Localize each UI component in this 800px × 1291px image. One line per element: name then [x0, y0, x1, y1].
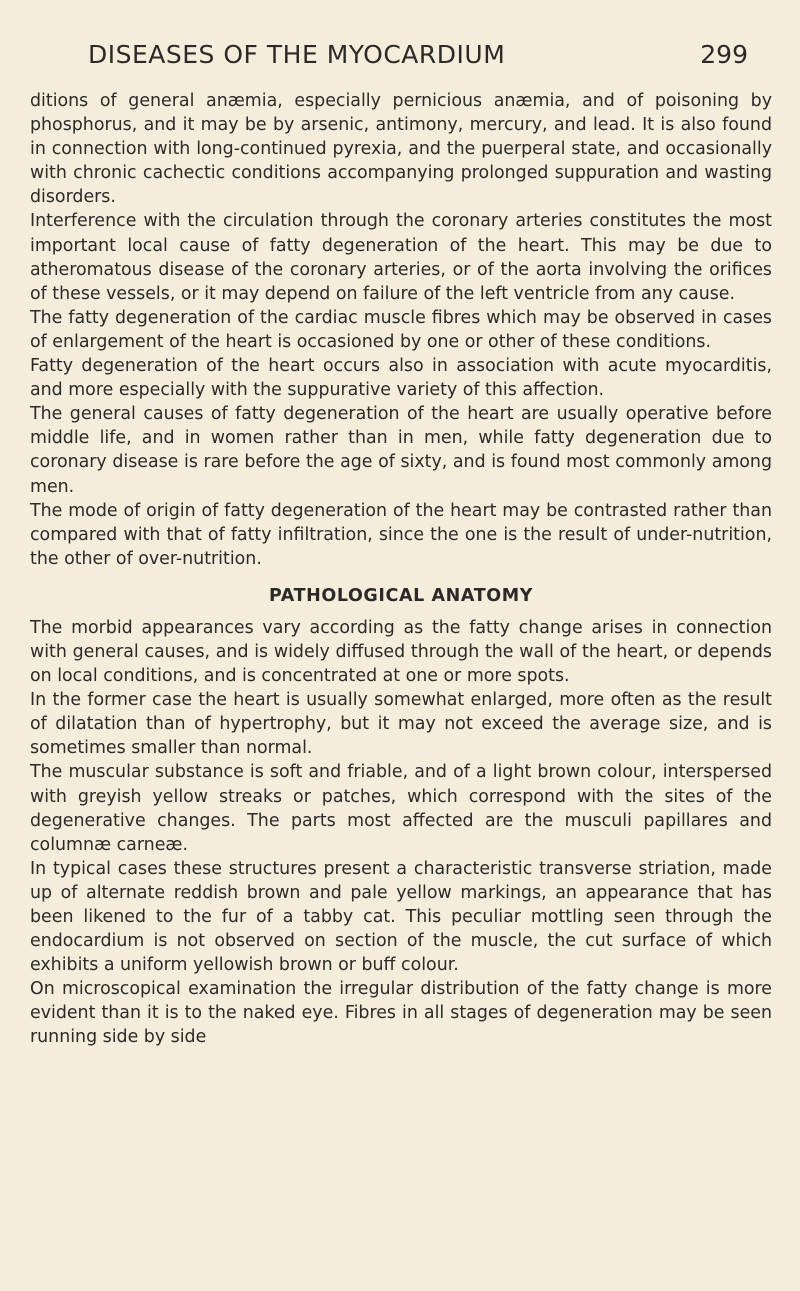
running-head: [88, 40, 748, 80]
paragraph: In typical cases these structures present a characteristic transverse striation, made up of alternate reddish brown and pale yellow markings, an appearance that has been likened to the fur of a tabby cat. This peculiar mottling seen through the endocardium is not observed on section of the muscle, the cut surface of which exhibits a uniform yellowish brown or buff colour.: [30, 858, 772, 976]
paragraph: The general causes of fatty degeneration of the heart are usually operative before middle life, and in women rather than in men, while fatty degeneration due to coronary disease is rare before the age of sixty, and is found most commonly among men.: [30, 404, 772, 497]
paragraph: Interference with the circulation through the coronary arteries constitutes the most important local cause of fatty degeneration of the heart. This may be due to atheromatous disease of the coronary arteries, or of the aorta involving the orifices of these vessels, or it may depend on failure of the left ventricle from any cause.: [30, 211, 772, 304]
paragraph: ditions of general anæmia, especially pernicious anæmia, and of poisoning by phosphorus, and it may be by arsenic, antimony, mercury, and lead. It is also found in connection with long-continued pyrexia, and the puerperal state, and occasionally with chronic cachectic conditions accompanying prolonged suppuration and wasting disorders.: [30, 91, 772, 208]
running-title: DISEASES OF THE MYOCARDIUM: [88, 40, 506, 69]
section-heading: PATHOLOGICAL ANATOMY: [268, 585, 534, 606]
paragraph: On microscopical examination the irregular distribution of the fatty change is more evident than it is to the naked eye. Fibres in all stages of degeneration may be seen running side by side: [30, 979, 772, 1048]
paragraph: In the former case the heart is usually somewhat enlarged, more often as the result of dilatation than of hypertrophy, but it may not exceed the average size, and is sometimes smaller than normal.: [30, 690, 772, 759]
paragraph: The mode of origin of fatty degeneration of the heart may be contrasted rather than compared with that of fatty infiltration, since the one is the result of under-nutrition, the other of over-nutrition.: [30, 500, 772, 569]
paragraph: The muscular substance is soft and friable, and of a light brown colour, interspersed with greyish yellow streaks or patches, which correspond with the sites of the degenerative changes. The parts most affected are the musculi papillares and columnæ carneæ.: [30, 762, 772, 855]
body-text: [30, 89, 772, 1050]
paragraph: The fatty degeneration of the cardiac muscle fibres which may be observed in cases of enlargement of the heart is occasioned by one or other of these conditions.: [30, 307, 772, 352]
paragraph: Fatty degeneration of the heart occurs also in association with acute myocarditis, and more especially with the suppurative variety of this affection.: [30, 356, 772, 401]
page-number: 299: [700, 40, 748, 69]
paragraph: The morbid appearances vary according as the fatty change arises in connection with general causes, and is widely diffused through the wall of the heart, or depends on local conditions, and is concentrated at one or more spots.: [30, 617, 772, 687]
